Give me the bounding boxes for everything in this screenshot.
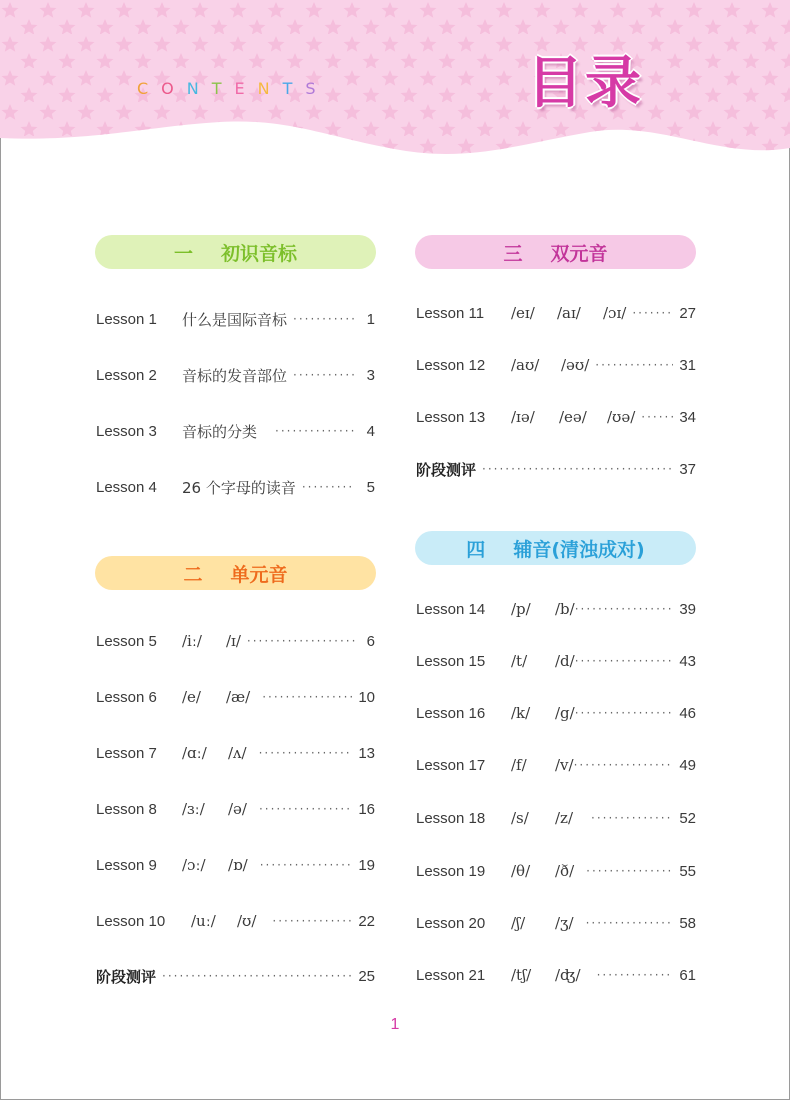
lesson-label: Lesson 10 xyxy=(96,912,166,930)
header-banner xyxy=(0,0,790,170)
lesson-label: Lesson 21 xyxy=(416,966,486,984)
leader-dots xyxy=(259,746,353,760)
toc-entry-lesson-20[interactable] xyxy=(416,911,696,935)
contents-letter-8: S xyxy=(305,79,329,98)
page-number: 22 xyxy=(358,912,375,930)
leader-dots xyxy=(586,916,674,930)
page-number: 4 xyxy=(366,422,375,440)
phoneme-1: /iː/ xyxy=(182,632,202,650)
leader-dots xyxy=(586,864,673,878)
leader-dots xyxy=(597,968,674,982)
lesson-label: Lesson 3 xyxy=(96,422,157,440)
phoneme-3: /ɔɪ/ xyxy=(603,304,627,322)
phoneme-1: /t/ xyxy=(511,652,528,670)
leader-dots xyxy=(247,634,355,648)
contents-word xyxy=(137,79,329,98)
lesson-label: Lesson 18 xyxy=(416,809,486,827)
phoneme-2: /æ/ xyxy=(226,688,251,706)
page-number: 55 xyxy=(679,862,696,880)
section-title: 辅音(清浊成对) xyxy=(513,538,645,561)
toc-entry-lesson-17[interactable] xyxy=(416,753,696,777)
footer-page-number: 1 xyxy=(390,1016,400,1033)
page-number: 61 xyxy=(679,966,696,984)
toc-entry-review-2[interactable] xyxy=(416,457,696,481)
toc-entry-lesson-14[interactable] xyxy=(416,597,696,621)
page-number: 13 xyxy=(358,744,375,762)
page-number: 39 xyxy=(679,600,696,618)
lesson-label: Lesson 15 xyxy=(416,652,486,670)
section-number: 四 xyxy=(466,538,486,561)
toc-entry-lesson-6[interactable] xyxy=(96,685,375,709)
toc-entry-lesson-3[interactable] xyxy=(96,419,375,443)
leader-dots xyxy=(591,811,673,825)
page-number: 6 xyxy=(366,632,375,650)
page-title: 目录 xyxy=(527,51,643,116)
phoneme-2: /g/ xyxy=(555,704,575,722)
contents-letter-3: N xyxy=(186,79,212,98)
phoneme-2: /ʌ/ xyxy=(228,744,247,762)
section-header-4 xyxy=(415,531,696,565)
leader-dots xyxy=(595,358,673,372)
page-number: 31 xyxy=(679,356,696,374)
phoneme-2: /aɪ/ xyxy=(557,304,581,322)
section-title: 单元音 xyxy=(230,563,288,586)
contents-letter-4: T xyxy=(211,79,235,98)
phoneme-2: /ʤ/ xyxy=(555,966,581,984)
section-number: 一 xyxy=(173,242,193,265)
lesson-title: 音标的分类 xyxy=(182,422,258,441)
lesson-label: Lesson 4 xyxy=(96,478,157,496)
lesson-label: Lesson 14 xyxy=(416,600,486,618)
phoneme-1: /θ/ xyxy=(511,862,531,880)
toc-entry-lesson-2[interactable] xyxy=(96,363,375,387)
phoneme-1: /ɔː/ xyxy=(182,856,206,874)
leader-dots xyxy=(162,969,352,983)
toc-entry-lesson-10[interactable] xyxy=(96,909,375,933)
lesson-label: Lesson 9 xyxy=(96,856,157,874)
lesson-label: Lesson 11 xyxy=(416,304,485,322)
toc-entry-lesson-11[interactable] xyxy=(416,301,696,325)
page-number: 19 xyxy=(358,856,375,874)
toc-entry-lesson-21[interactable] xyxy=(416,963,696,987)
leader-dots xyxy=(293,312,355,326)
leader-dots xyxy=(260,858,353,872)
phoneme-2: /eə/ xyxy=(559,408,587,426)
page-number: 16 xyxy=(358,800,375,818)
page-number: 1 xyxy=(366,310,375,328)
toc-entry-lesson-7[interactable] xyxy=(96,741,375,765)
phoneme-1: /e/ xyxy=(182,688,201,706)
page-number: 3 xyxy=(366,366,375,384)
phoneme-2: /d/ xyxy=(555,652,575,670)
phoneme-2: /ɪ/ xyxy=(226,632,241,650)
toc-entry-lesson-13[interactable] xyxy=(416,405,696,429)
phoneme-1: /ɪə/ xyxy=(511,408,535,426)
lesson-title: 26 个字母的读音 xyxy=(182,478,296,497)
page-number: 43 xyxy=(679,652,696,670)
leader-dots xyxy=(575,706,674,720)
toc-entry-lesson-8[interactable] xyxy=(96,797,375,821)
section-header-3 xyxy=(415,235,696,269)
section-number: 二 xyxy=(183,563,203,586)
toc-entry-lesson-9[interactable] xyxy=(96,853,375,877)
phoneme-1: /ɜː/ xyxy=(182,800,205,818)
page-number: 37 xyxy=(679,460,696,478)
page-number: 34 xyxy=(679,408,696,426)
lesson-label: Lesson 5 xyxy=(96,632,157,650)
lesson-label: Lesson 20 xyxy=(416,914,486,932)
section-header-1 xyxy=(95,235,376,269)
page-number: 49 xyxy=(679,756,696,774)
page-number: 27 xyxy=(679,304,696,322)
phoneme-1: /p/ xyxy=(511,600,531,618)
page-number: 10 xyxy=(358,688,375,706)
page-number: 46 xyxy=(679,704,696,722)
page-number: 5 xyxy=(366,478,375,496)
toc-entry-lesson-1[interactable] xyxy=(96,307,375,331)
leader-dots xyxy=(272,914,352,928)
phoneme-2: /ɒ/ xyxy=(228,856,248,874)
phoneme-2: /ʊ/ xyxy=(237,912,257,930)
lesson-label: Lesson 12 xyxy=(416,356,486,374)
leader-dots xyxy=(302,480,355,494)
toc-entry-lesson-4[interactable] xyxy=(96,475,375,499)
lesson-label: Lesson 16 xyxy=(416,704,486,722)
section-title: 初识音标 xyxy=(221,242,298,265)
lesson-label: Lesson 13 xyxy=(416,408,486,426)
phoneme-1: /k/ xyxy=(511,704,531,722)
lesson-label: Lesson 2 xyxy=(96,366,157,384)
phoneme-2: /ʒ/ xyxy=(555,914,574,932)
phoneme-2: /əʊ/ xyxy=(561,356,590,374)
leader-dots xyxy=(575,602,674,616)
toc-entry-lesson-16[interactable] xyxy=(416,701,696,725)
phoneme-2: /v/ xyxy=(555,756,574,774)
phoneme-1: /aʊ/ xyxy=(511,356,540,374)
lesson-label: Lesson 19 xyxy=(416,862,486,880)
leader-dots xyxy=(259,802,352,816)
contents-letter-5: E xyxy=(234,79,258,98)
toc-entry-lesson-12[interactable] xyxy=(416,353,696,377)
leader-dots xyxy=(574,758,674,772)
toc-entry-review-1[interactable] xyxy=(96,964,375,988)
leader-dots xyxy=(275,424,355,438)
phoneme-2: /ð/ xyxy=(555,862,575,880)
leader-dots xyxy=(293,368,355,382)
section-header-2 xyxy=(95,556,376,590)
review-label: 阶段测评 xyxy=(416,460,477,479)
lesson-label: Lesson 8 xyxy=(96,800,157,818)
lesson-label: Lesson 1 xyxy=(96,310,157,328)
page-number: 25 xyxy=(358,967,375,985)
contents-letter-2: O xyxy=(161,79,187,98)
phoneme-2: /b/ xyxy=(555,600,575,618)
page-number: 58 xyxy=(679,914,696,932)
section-title: 双元音 xyxy=(550,242,608,265)
toc-entry-lesson-5[interactable] xyxy=(96,629,375,653)
lesson-title: 音标的发音部位 xyxy=(182,366,288,385)
leader-dots xyxy=(575,654,674,668)
lesson-label: Lesson 7 xyxy=(96,744,157,762)
phoneme-2: /z/ xyxy=(555,809,574,827)
phoneme-1: /ɑː/ xyxy=(182,744,207,762)
toc-entry-lesson-15[interactable] xyxy=(416,649,696,673)
phoneme-1: /tʃ/ xyxy=(511,966,532,984)
lesson-title: 什么是国际音标 xyxy=(182,310,288,329)
leader-dots xyxy=(632,306,673,320)
phoneme-1: /f/ xyxy=(511,756,527,774)
phoneme-1: /uː/ xyxy=(191,912,216,930)
leader-dots xyxy=(641,410,673,424)
phoneme-1: /s/ xyxy=(511,809,529,827)
phoneme-2: /ə/ xyxy=(228,800,247,818)
review-label: 阶段测评 xyxy=(96,967,157,986)
leader-dots xyxy=(482,462,673,476)
toc-entry-lesson-18[interactable] xyxy=(416,806,696,830)
phoneme-1: /eɪ/ xyxy=(511,304,535,322)
contents-letter-7: T xyxy=(282,79,306,98)
section-number: 三 xyxy=(503,242,523,265)
contents-letter-1: C xyxy=(137,79,162,98)
contents-letter-6: N xyxy=(257,79,283,98)
leader-dots xyxy=(262,690,352,704)
toc-entry-lesson-19[interactable] xyxy=(416,859,696,883)
phoneme-1: /ʃ/ xyxy=(511,914,526,932)
lesson-label: Lesson 17 xyxy=(416,756,486,774)
page-number: 52 xyxy=(679,809,696,827)
lesson-label: Lesson 6 xyxy=(96,688,157,706)
phoneme-3: /ʊə/ xyxy=(607,408,636,426)
